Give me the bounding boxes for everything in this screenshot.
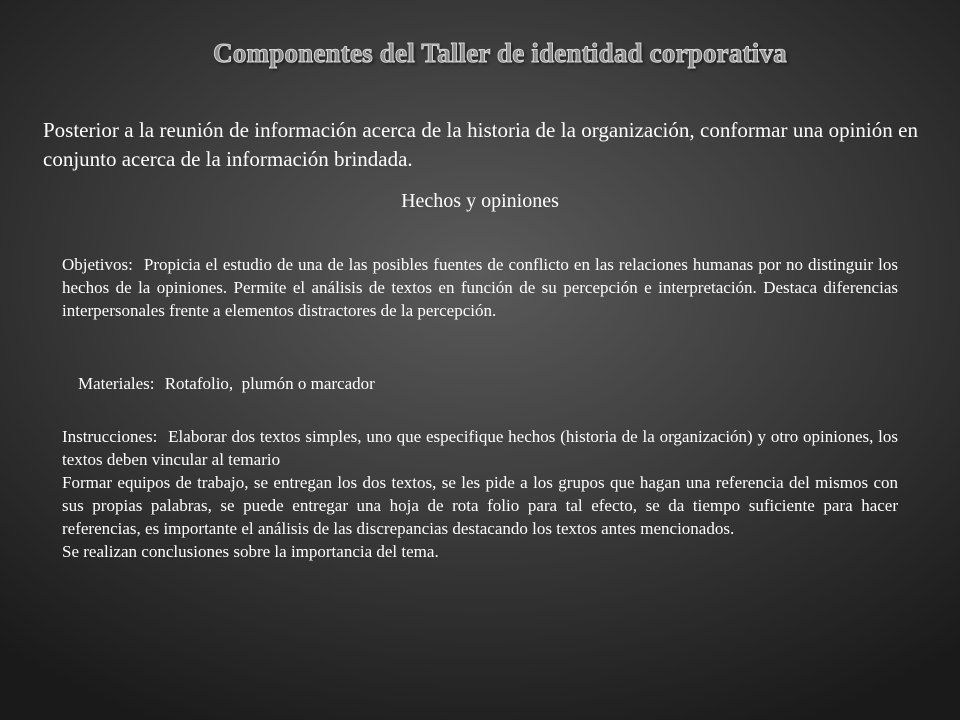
objectives-label: Objetivos: — [62, 255, 133, 274]
slide-title: Componentes del Taller de identidad corporativa — [213, 38, 787, 68]
instructions-label: Instrucciones: — [62, 427, 158, 446]
materials-label: Materiales: — [78, 374, 155, 393]
instructions-section — [62, 425, 898, 563]
materials-text: Rotafolio, plumón o marcador — [164, 374, 375, 393]
intro-paragraph: Posterior a la reunión de información acerca de la historia de la organización, conformar una opinión en conjunto acerca de la información brindada. — [43, 118, 918, 171]
materials-line — [78, 372, 678, 395]
instructions-paragraph-2: Formar equipos de trabajo, se entregan los dos textos, se les pide a los grupos que hagan una referencia del mismos con sus propias palabras, se puede entregar una hoja de rota folio para tal efecto, se da tiempo suficiente para hacer referencias, es importante el análisis de las discrepancias destacando los textos antes mencionados. — [62, 473, 898, 538]
objectives-paragraph — [62, 253, 898, 322]
instructions-paragraph-1 — [62, 425, 898, 471]
instructions-paragraph-3: Se realizan conclusiones sobre la importancia del tema. — [62, 542, 439, 561]
section-subtitle: Hechos y opiniones — [401, 190, 559, 212]
objectives-text: Propicia el estudio de una de las posibles fuentes de conflicto en las relaciones humanas por no distinguir los hechos de la opiniones. Permite el análisis de textos en función de su percepción e interpretación. Destaca diferencias interpersonales frente a elementos distractores de la percepción. — [62, 255, 899, 320]
instructions-text: Elaborar dos textos simples, uno que especifique hechos (historia de la organización) y otro opiniones, los textos deben vincular al temario — [62, 427, 898, 469]
